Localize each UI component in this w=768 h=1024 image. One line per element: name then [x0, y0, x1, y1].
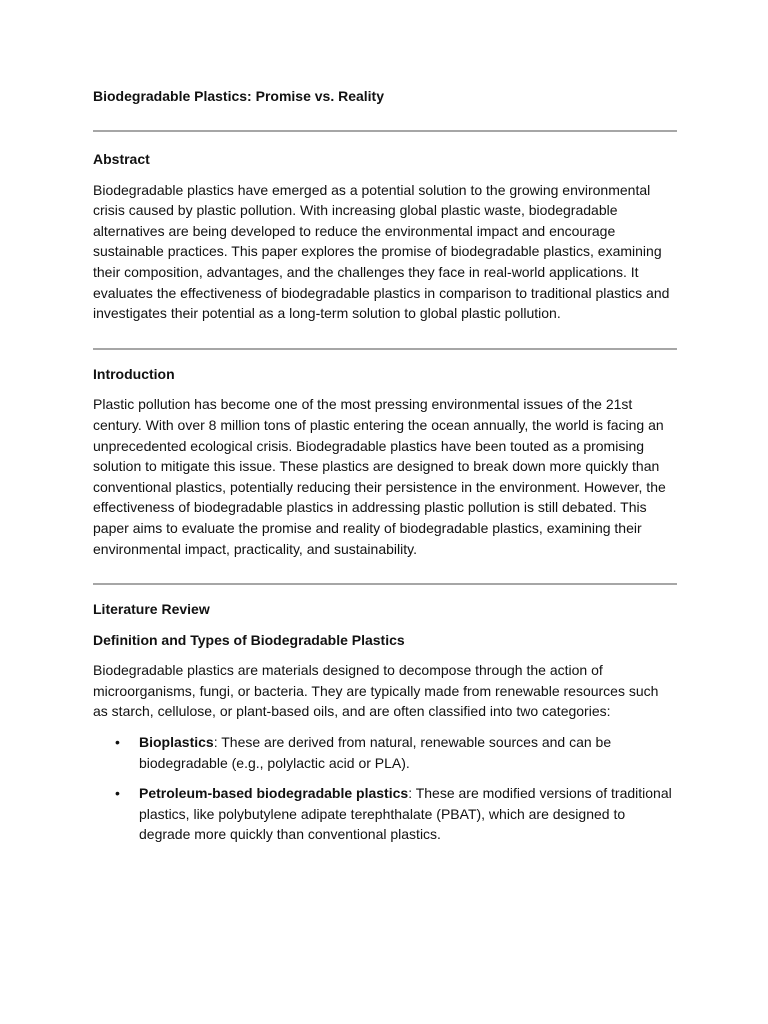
- introduction-body: Plastic pollution has become one of the most pressing environmental issues of the 21st century. With over 8 million tons of plastic entering the ocean annually, the world is facing an unprecedented ecological crisis. Biodegradable plastics have been touted as a promising solution to mitigate this issue. These plastics are designed to break down more quickly than conventional plastics, potentially reducing their persistence in the environment. However, the effectiveness of biodegradable plastics in addressing plastic pollution is still debated. This paper aims to evaluate the promise and reality of biodegradable plastics, examining their environmental impact, practicality, and sustainability.: [93, 396, 666, 557]
- list-item: [93, 732, 677, 773]
- list-item-text: : These are derived from natural, renewable sources and can be biodegradable (e.g., polylactic acid or PLA).: [139, 734, 612, 771]
- list-item-term: Bioplastics: [139, 734, 214, 751]
- definition-subheading: Definition and Types of Biodegradable Plastics: [93, 631, 405, 648]
- introduction-heading: Introduction: [93, 365, 175, 382]
- bullet-icon: •: [115, 734, 120, 751]
- bullet-icon: •: [115, 785, 120, 802]
- document-title: Biodegradable Plastics: Promise vs. Reality: [93, 88, 385, 104]
- literature-review-heading: Literature Review: [93, 601, 210, 618]
- abstract-body: Biodegradable plastics have emerged as a potential solution to the growing environmental crisis caused by plastic pollution. With increasing global plastic waste, biodegradable alternatives are being developed to reduce the environmental impact and encourage sustainable practices. This paper explores the promise of biodegradable plastics, examining their composition, advantages, and the challenges they face in real-world applications. It evaluates the effectiveness of biodegradable plastics in comparison to traditional plastics and investigates their potential as a long-term solution to global plastic pollution.: [93, 181, 670, 322]
- literature-review-body: Biodegradable plastics are materials designed to decompose through the action of microorganisms, fungi, or bacteria. They are typically made from renewable resources such as starch, cellulose, or plant-based oils, and are often classified into two categories:: [93, 662, 659, 720]
- list-item-term: Petroleum-based biodegradable plastics: [139, 785, 409, 802]
- plastic-types-list: [93, 732, 677, 845]
- abstract-heading: Abstract: [93, 151, 150, 167]
- document-page: [93, 86, 677, 845]
- list-item-text: : These are modified versions of traditional plastics, like polybutylene adipate terephthalate (PBAT), which are designed to degrade more quickly than conventional plastics.: [139, 785, 672, 843]
- list-item: [93, 783, 677, 845]
